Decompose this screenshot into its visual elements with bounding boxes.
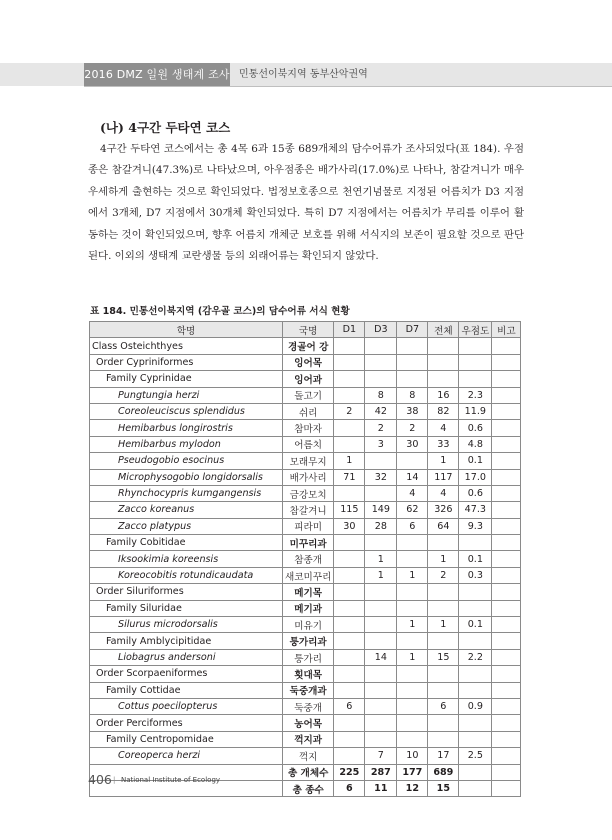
value-cell: 149 bbox=[365, 502, 397, 518]
value-cell bbox=[334, 436, 365, 452]
value-cell: 2 bbox=[334, 403, 365, 419]
table-row bbox=[90, 436, 521, 452]
value-cell: 2.5 bbox=[459, 748, 492, 764]
value-cell bbox=[397, 682, 428, 698]
scientific-name-cell: Order Scorpaeniformes bbox=[90, 666, 283, 682]
value-cell bbox=[428, 371, 459, 387]
value-cell: 1 bbox=[428, 453, 459, 469]
scientific-name-cell: Order Siluriformes bbox=[90, 584, 283, 600]
value-cell bbox=[334, 485, 365, 501]
scientific-name-cell: Rhynchocypris kumgangensis bbox=[90, 485, 283, 501]
korean-name-cell: 참갈겨니 bbox=[283, 502, 334, 518]
value-cell bbox=[397, 551, 428, 567]
korean-name-cell: 꺽지과 bbox=[283, 731, 334, 747]
value-cell bbox=[334, 354, 365, 370]
value-cell bbox=[334, 584, 365, 600]
value-cell: 9.3 bbox=[459, 518, 492, 534]
value-cell bbox=[365, 617, 397, 633]
value-cell bbox=[428, 666, 459, 682]
table-row bbox=[90, 698, 521, 714]
value-cell bbox=[492, 371, 521, 387]
table-row bbox=[90, 666, 521, 682]
value-cell bbox=[459, 715, 492, 731]
column-header: D7 bbox=[397, 322, 428, 338]
korean-name-cell: 퉁가리 bbox=[283, 649, 334, 665]
value-cell: 6 bbox=[428, 698, 459, 714]
value-cell bbox=[397, 715, 428, 731]
value-cell bbox=[334, 371, 365, 387]
value-cell bbox=[492, 567, 521, 583]
value-cell: 32 bbox=[365, 469, 397, 485]
korean-name-cell: 횟대목 bbox=[283, 666, 334, 682]
body-paragraph bbox=[88, 139, 524, 267]
value-cell bbox=[459, 584, 492, 600]
value-cell: 71 bbox=[334, 469, 365, 485]
korean-name-cell: 경골어 강 bbox=[283, 338, 334, 354]
value-cell bbox=[492, 584, 521, 600]
value-cell: 1 bbox=[397, 567, 428, 583]
page-number: 406 bbox=[88, 772, 112, 787]
value-cell bbox=[459, 354, 492, 370]
value-cell bbox=[492, 354, 521, 370]
total-value-cell: 11 bbox=[365, 780, 397, 796]
value-cell bbox=[459, 338, 492, 354]
table-row bbox=[90, 617, 521, 633]
scientific-name-cell: Family Centropomidae bbox=[90, 731, 283, 747]
value-cell bbox=[397, 354, 428, 370]
total-value-cell: 177 bbox=[397, 764, 428, 780]
value-cell bbox=[397, 535, 428, 551]
value-cell bbox=[492, 649, 521, 665]
fish-table bbox=[89, 321, 521, 797]
value-cell: 0.6 bbox=[459, 420, 492, 436]
value-cell bbox=[428, 682, 459, 698]
table-row bbox=[90, 469, 521, 485]
value-cell bbox=[492, 403, 521, 419]
korean-name-cell: 참마자 bbox=[283, 420, 334, 436]
korean-name-cell: 미유기 bbox=[283, 617, 334, 633]
value-cell: 2.2 bbox=[459, 649, 492, 665]
value-cell: 7 bbox=[365, 748, 397, 764]
table-row bbox=[90, 403, 521, 419]
scientific-name-cell: Koreocobitis rotundicaudata bbox=[90, 567, 283, 583]
table-row bbox=[90, 485, 521, 501]
value-cell bbox=[334, 731, 365, 747]
value-cell bbox=[365, 633, 397, 649]
value-cell: 1 bbox=[397, 617, 428, 633]
value-cell bbox=[334, 420, 365, 436]
value-cell: 28 bbox=[365, 518, 397, 534]
value-cell: 16 bbox=[428, 387, 459, 403]
section-title: (나) 4구간 두타연 코스 bbox=[100, 120, 231, 135]
value-cell bbox=[459, 535, 492, 551]
table-row bbox=[90, 584, 521, 600]
korean-name-cell: 모래무지 bbox=[283, 453, 334, 469]
value-cell: 6 bbox=[397, 518, 428, 534]
table-row bbox=[90, 731, 521, 747]
table-row bbox=[90, 354, 521, 370]
column-header: 우점도 bbox=[459, 322, 492, 338]
value-cell bbox=[492, 436, 521, 452]
value-cell: 11.9 bbox=[459, 403, 492, 419]
value-cell bbox=[492, 338, 521, 354]
table-header-row bbox=[90, 322, 521, 338]
value-cell bbox=[428, 600, 459, 616]
value-cell: 0.9 bbox=[459, 698, 492, 714]
value-cell bbox=[459, 371, 492, 387]
value-cell bbox=[334, 600, 365, 616]
value-cell bbox=[459, 600, 492, 616]
total-value-cell: 287 bbox=[365, 764, 397, 780]
table-row bbox=[90, 453, 521, 469]
scientific-name-cell: Silurus microdorsalis bbox=[90, 617, 283, 633]
column-header: 학명 bbox=[90, 322, 283, 338]
table-row bbox=[90, 551, 521, 567]
scientific-name-cell: Microphysogobio longidorsalis bbox=[90, 469, 283, 485]
scientific-name-cell: Family Cyprinidae bbox=[90, 371, 283, 387]
korean-name-cell: 피라미 bbox=[283, 518, 334, 534]
scientific-name-cell: Pungtungia herzi bbox=[90, 387, 283, 403]
value-cell bbox=[397, 600, 428, 616]
total-value-cell bbox=[492, 764, 521, 780]
korean-name-cell: 메기과 bbox=[283, 600, 334, 616]
value-cell bbox=[492, 666, 521, 682]
scientific-name-cell: Coreoperca herzi bbox=[90, 748, 283, 764]
value-cell: 14 bbox=[397, 469, 428, 485]
value-cell bbox=[365, 731, 397, 747]
value-cell: 2 bbox=[397, 420, 428, 436]
value-cell: 0.1 bbox=[459, 617, 492, 633]
korean-name-cell: 쉬리 bbox=[283, 403, 334, 419]
korean-name-cell: 잉어목 bbox=[283, 354, 334, 370]
korean-name-cell: 새코미꾸리 bbox=[283, 567, 334, 583]
value-cell bbox=[492, 420, 521, 436]
korean-name-cell: 둑중개 bbox=[283, 698, 334, 714]
value-cell bbox=[459, 682, 492, 698]
table-row bbox=[90, 567, 521, 583]
value-cell bbox=[492, 469, 521, 485]
value-cell bbox=[365, 485, 397, 501]
value-cell: 38 bbox=[397, 403, 428, 419]
value-cell bbox=[365, 666, 397, 682]
table-row bbox=[90, 600, 521, 616]
table-row bbox=[90, 338, 521, 354]
table-row bbox=[90, 535, 521, 551]
scientific-name-cell: Family Cobitidae bbox=[90, 535, 283, 551]
korean-name-cell: 금강모치 bbox=[283, 485, 334, 501]
value-cell bbox=[492, 731, 521, 747]
value-cell: 1 bbox=[428, 617, 459, 633]
total-value-cell: 6 bbox=[334, 780, 365, 796]
value-cell: 62 bbox=[397, 502, 428, 518]
value-cell bbox=[397, 633, 428, 649]
value-cell bbox=[492, 453, 521, 469]
column-header: D3 bbox=[365, 322, 397, 338]
korean-name-cell: 미꾸리과 bbox=[283, 535, 334, 551]
korean-name-cell: 참종개 bbox=[283, 551, 334, 567]
value-cell bbox=[397, 584, 428, 600]
table-row bbox=[90, 682, 521, 698]
value-cell bbox=[397, 666, 428, 682]
value-cell bbox=[365, 338, 397, 354]
value-cell bbox=[397, 453, 428, 469]
scientific-name-cell: Family Amblycipitidae bbox=[90, 633, 283, 649]
value-cell bbox=[397, 371, 428, 387]
value-cell bbox=[334, 715, 365, 731]
value-cell: 2 bbox=[428, 567, 459, 583]
value-cell bbox=[492, 617, 521, 633]
value-cell bbox=[334, 682, 365, 698]
value-cell bbox=[334, 748, 365, 764]
column-header: 비고 bbox=[492, 322, 521, 338]
korean-name-cell: 퉁가리과 bbox=[283, 633, 334, 649]
value-cell bbox=[397, 338, 428, 354]
value-cell bbox=[428, 354, 459, 370]
value-cell bbox=[365, 682, 397, 698]
total-value-cell bbox=[459, 780, 492, 796]
value-cell bbox=[334, 338, 365, 354]
table-row bbox=[90, 518, 521, 534]
table-row bbox=[90, 649, 521, 665]
table-row bbox=[90, 420, 521, 436]
value-cell: 30 bbox=[397, 436, 428, 452]
value-cell: 4 bbox=[397, 485, 428, 501]
scientific-name-cell: Cottus poecilopterus bbox=[90, 698, 283, 714]
value-cell: 17 bbox=[428, 748, 459, 764]
value-cell bbox=[365, 584, 397, 600]
value-cell: 1 bbox=[334, 453, 365, 469]
header-title: 2016 DMZ 일원 생태계 조사 bbox=[84, 63, 230, 86]
value-cell bbox=[492, 715, 521, 731]
value-cell: 82 bbox=[428, 403, 459, 419]
value-cell: 17.0 bbox=[459, 469, 492, 485]
value-cell bbox=[428, 535, 459, 551]
value-cell bbox=[334, 633, 365, 649]
table-row bbox=[90, 715, 521, 731]
value-cell: 14 bbox=[365, 649, 397, 665]
totals-label: 총 종수 bbox=[283, 780, 334, 796]
value-cell: 10 bbox=[397, 748, 428, 764]
value-cell bbox=[365, 453, 397, 469]
value-cell bbox=[334, 617, 365, 633]
total-value-cell: 12 bbox=[397, 780, 428, 796]
value-cell bbox=[428, 731, 459, 747]
value-cell: 8 bbox=[365, 387, 397, 403]
header-divider bbox=[84, 86, 612, 87]
value-cell: 0.1 bbox=[459, 453, 492, 469]
column-header: 전체 bbox=[428, 322, 459, 338]
table-row bbox=[90, 387, 521, 403]
value-cell bbox=[334, 649, 365, 665]
value-cell: 2.3 bbox=[459, 387, 492, 403]
value-cell bbox=[459, 731, 492, 747]
value-cell: 1 bbox=[365, 551, 397, 567]
korean-name-cell: 잉어과 bbox=[283, 371, 334, 387]
value-cell: 33 bbox=[428, 436, 459, 452]
scientific-name-cell: Order Perciformes bbox=[90, 715, 283, 731]
paragraph-text: 4구간 두타연 코스에서는 총 4목 6과 15종 689개체의 담수어류가 조사되었다(표 184). 우점종은 참갈겨니(47.3%)로 나타났으며, 아우점종은 배가사리(17.0%)로 나타나, 참갈겨니가 매우 우세하게 출현하는 것으로 확인되었다. 법정보호종으로 천연기념물로 지정된 어름치가 D3 지점에서 3개체, D7 지점에서 30개체 확인되었다. 특히 D7 지점에서는 어름치가 무리를 이루어 활동하는 것이 확인되었으며, 향후 어름치 개체군 보호를 위해 서식지의 보존이 필요할 것으로 판단된다. 이외의 생태계 교란생물 등의 외래어류는 확인되지 않았다. bbox=[88, 143, 524, 263]
value-cell bbox=[492, 633, 521, 649]
total-value-cell bbox=[492, 780, 521, 796]
value-cell: 64 bbox=[428, 518, 459, 534]
total-value-cell: 225 bbox=[334, 764, 365, 780]
value-cell: 115 bbox=[334, 502, 365, 518]
value-cell bbox=[492, 551, 521, 567]
value-cell bbox=[334, 535, 365, 551]
scientific-name-cell: Family Cottidae bbox=[90, 682, 283, 698]
column-header: 국명 bbox=[283, 322, 334, 338]
korean-name-cell: 배가사리 bbox=[283, 469, 334, 485]
value-cell bbox=[334, 567, 365, 583]
scientific-name-cell: Pseudogobio esocinus bbox=[90, 453, 283, 469]
value-cell: 6 bbox=[334, 698, 365, 714]
value-cell: 0.3 bbox=[459, 567, 492, 583]
value-cell: 1 bbox=[428, 551, 459, 567]
value-cell: 47.3 bbox=[459, 502, 492, 518]
value-cell bbox=[492, 698, 521, 714]
korean-name-cell: 꺽지 bbox=[283, 748, 334, 764]
value-cell: 4 bbox=[428, 485, 459, 501]
korean-name-cell: 메기목 bbox=[283, 584, 334, 600]
value-cell bbox=[334, 551, 365, 567]
value-cell: 2 bbox=[365, 420, 397, 436]
value-cell bbox=[428, 715, 459, 731]
total-value-cell bbox=[459, 764, 492, 780]
scientific-name-cell: Hemibarbus mylodon bbox=[90, 436, 283, 452]
value-cell: 4 bbox=[428, 420, 459, 436]
value-cell bbox=[365, 535, 397, 551]
table-row bbox=[90, 502, 521, 518]
value-cell: 30 bbox=[334, 518, 365, 534]
scientific-name-cell: Family Siluridae bbox=[90, 600, 283, 616]
value-cell bbox=[365, 715, 397, 731]
scientific-name-cell: Class Osteichthyes bbox=[90, 338, 283, 354]
value-cell bbox=[492, 518, 521, 534]
value-cell bbox=[459, 633, 492, 649]
total-value-cell: 689 bbox=[428, 764, 459, 780]
value-cell: 15 bbox=[428, 649, 459, 665]
scientific-name-cell: Liobagrus andersoni bbox=[90, 649, 283, 665]
value-cell bbox=[397, 698, 428, 714]
value-cell bbox=[492, 682, 521, 698]
value-cell bbox=[492, 748, 521, 764]
value-cell bbox=[334, 387, 365, 403]
value-cell: 0.1 bbox=[459, 551, 492, 567]
totals-label: 총 개체수 bbox=[283, 764, 334, 780]
scientific-name-cell: Zacco platypus bbox=[90, 518, 283, 534]
value-cell bbox=[365, 371, 397, 387]
value-cell bbox=[365, 698, 397, 714]
value-cell bbox=[428, 633, 459, 649]
column-header: D1 bbox=[334, 322, 365, 338]
value-cell: 1 bbox=[397, 649, 428, 665]
scientific-name-cell: Zacco koreanus bbox=[90, 502, 283, 518]
value-cell bbox=[365, 354, 397, 370]
value-cell bbox=[492, 535, 521, 551]
value-cell: 8 bbox=[397, 387, 428, 403]
value-cell: 326 bbox=[428, 502, 459, 518]
footer-institute: National Institute of Ecology bbox=[121, 776, 221, 784]
footer-separator: | bbox=[113, 776, 116, 784]
scientific-name-cell: Order Cypriniformes bbox=[90, 354, 283, 370]
value-cell bbox=[492, 485, 521, 501]
value-cell bbox=[492, 502, 521, 518]
value-cell: 1 bbox=[365, 567, 397, 583]
total-value-cell: 15 bbox=[428, 780, 459, 796]
value-cell: 117 bbox=[428, 469, 459, 485]
korean-name-cell: 어름치 bbox=[283, 436, 334, 452]
table-row bbox=[90, 633, 521, 649]
value-cell bbox=[397, 731, 428, 747]
value-cell bbox=[459, 666, 492, 682]
value-cell bbox=[334, 666, 365, 682]
korean-name-cell: 돌고기 bbox=[283, 387, 334, 403]
value-cell: 4.8 bbox=[459, 436, 492, 452]
header-subtitle: 민통선이북지역 동부산악권역 bbox=[239, 69, 368, 80]
value-cell bbox=[492, 600, 521, 616]
korean-name-cell: 둑중개과 bbox=[283, 682, 334, 698]
table-row bbox=[90, 371, 521, 387]
value-cell bbox=[492, 387, 521, 403]
value-cell bbox=[428, 338, 459, 354]
scientific-name-cell: Iksookimia koreensis bbox=[90, 551, 283, 567]
table-caption: 표 184. 민통선이북지역 (감우골 코스)의 담수어류 서식 현황 bbox=[90, 306, 350, 317]
scientific-name-cell: Hemibarbus longirostris bbox=[90, 420, 283, 436]
value-cell bbox=[365, 600, 397, 616]
value-cell bbox=[428, 584, 459, 600]
value-cell: 3 bbox=[365, 436, 397, 452]
value-cell: 0.6 bbox=[459, 485, 492, 501]
scientific-name-cell: Coreoleuciscus splendidus bbox=[90, 403, 283, 419]
korean-name-cell: 농어목 bbox=[283, 715, 334, 731]
table-row bbox=[90, 748, 521, 764]
value-cell: 42 bbox=[365, 403, 397, 419]
